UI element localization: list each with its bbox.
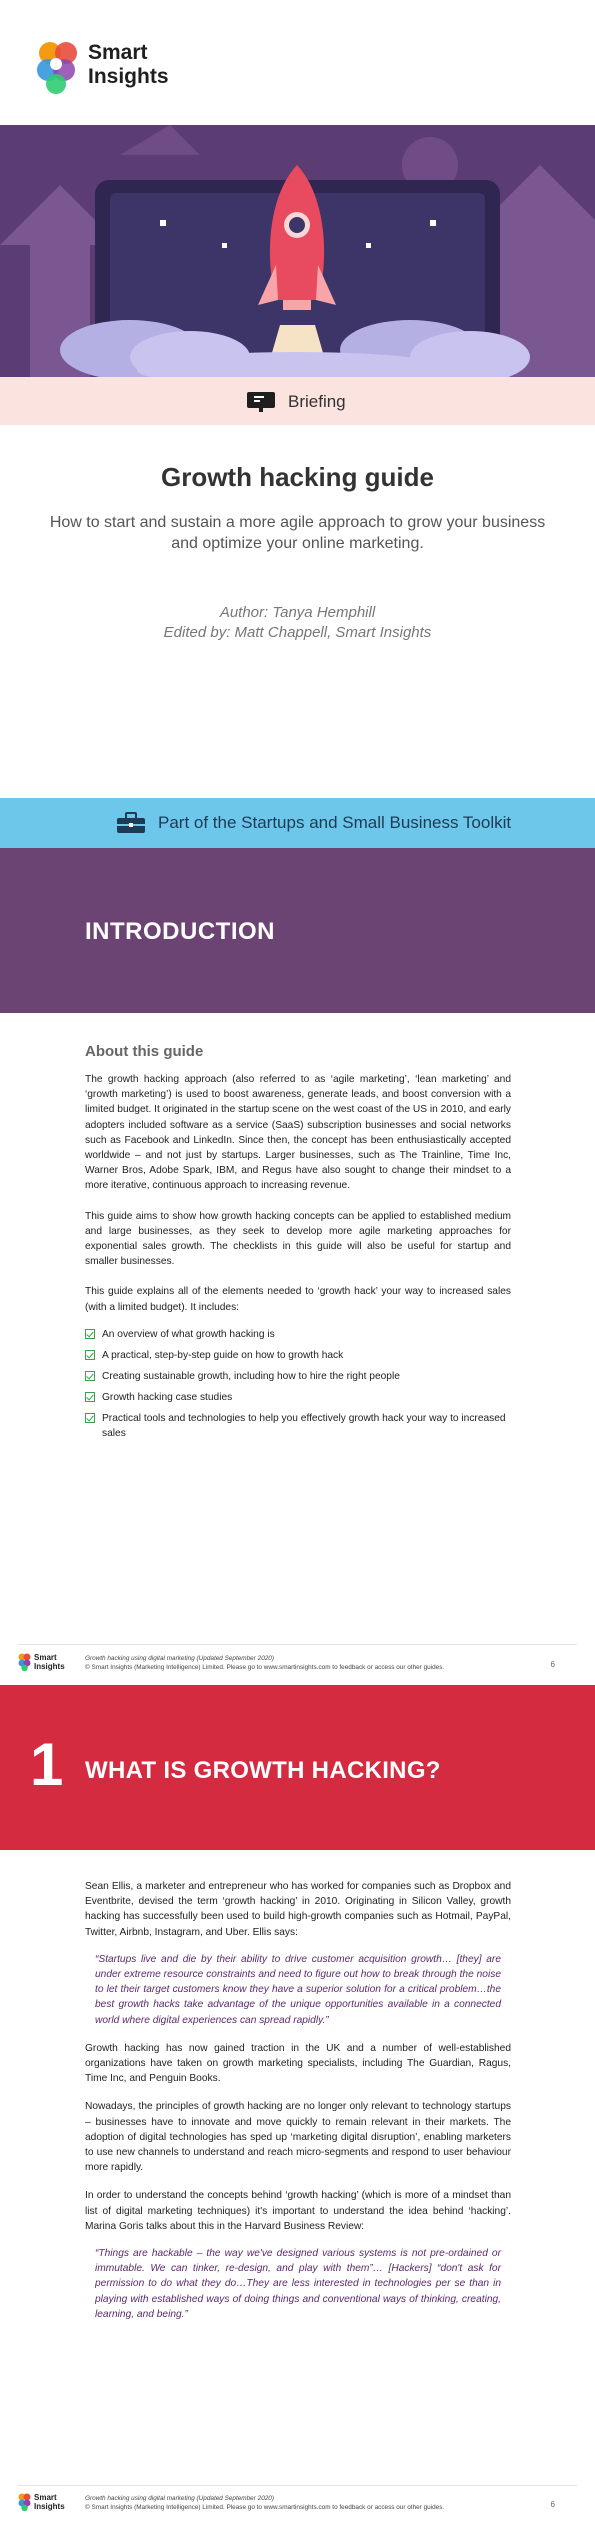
hero-illustration [0, 125, 595, 377]
chapter-paragraph: In order to understand the concepts behind ‘growth hacking’ (which is more of a mindset than list of digital marketing techniques) it's important to understand the idea behind ‘hacking’. Marina Goris talks about this in the Harvard Business Review: [85, 2190, 511, 2232]
about-guide-heading: About this guide [85, 1043, 204, 1060]
footer-logo-mark-icon [18, 2492, 32, 2512]
footer-divider [18, 2485, 577, 2486]
chapter-number: 1 [30, 1731, 64, 1798]
footer-text [85, 1654, 525, 1672]
intro-body [85, 1072, 511, 1447]
includes-checklist [85, 1327, 511, 1441]
goris-quote: “Things are hackable – the way we've designed various systems is not pre-ordained or immutable. We can tinker, re-design, and play with them”… [Hackers] “don't ask for permission to do what they do…They are less interested in technologies per se than in playing with established ways of doing things and conventional ways of thinking, creating, learning, and being.” [95, 2248, 501, 2320]
footer-guide-title: Growth hacking using digital marketing (Updated September 2020) [85, 2495, 274, 2502]
footer-logo-line-1: Smart [34, 1653, 57, 1662]
checkbox-tick-icon [85, 1371, 95, 1381]
checklist-item [85, 1411, 511, 1441]
checkbox-tick-icon [85, 1413, 95, 1423]
chapter-paragraph: Growth hacking has now gained traction in the UK and a number of well-established organizations have taken on growth marketing specialists, including The Guardian, Ragus, Time Inc, and Penguin Books. [85, 2042, 511, 2085]
logo-line-2: Insights [88, 65, 169, 88]
footer-logo-wordmark [34, 1653, 65, 1671]
footer-text [85, 2494, 525, 2512]
checklist-item [85, 1327, 511, 1342]
rocket-launch-illustration [0, 125, 595, 377]
footer-logo-wordmark [34, 2493, 65, 2511]
page-number: 6 [550, 2500, 555, 2509]
chapter-paragraph: Sean Ellis, a marketer and entrepreneur who has worked for companies such as Dropbox and Eventbrite, devised the term ‘growth hacking’ in 2010. Originating in Silicon Valley, growth hacking has successfully been used to build high-growth companies such as Hotmail, PayPal, Twitter, Airbnb, Instagram, and Uber. Ellis says: [85, 1881, 511, 1938]
page-number: 6 [550, 1660, 555, 1669]
intro-paragraph: The growth hacking approach (also referred to as ‘agile marketing’, ‘lean marketing’ and ‘growth marketing’) is used to boost awareness, generate leads, and boost conversion with a limited budget. It originated in the startup scene on the west coast of the US in 2010, and early adopters included software as a service (SaaS) subscription businesses and social networks such as Facebook and LinkedIn. Since then, the concept has been enthusiastically accepted worldwide – and not just by startups. Larger businesses, such as The Trainline, Time Inc, Warner Bros, Adobe Spark, IBM, and Regus have also sought to change their mindset to a more iterative, continuous approach to increasing revenue. [85, 1074, 511, 1192]
checklist-item-label: Practical tools and technologies to help you effectively growth hack your way to increased sales [102, 1412, 506, 1439]
checklist-item [85, 1369, 511, 1384]
checklist-item [85, 1348, 511, 1363]
guide-subtitle: How to start and sustain a more agile approach to grow your business and optimize your online marketing. [49, 514, 546, 552]
checklist-item-label: An overview of what growth hacking is [102, 1328, 275, 1340]
editor-credit: Edited by: Matt Chappell, Smart Insights [163, 624, 432, 641]
toolkit-link-label[interactable]: Part of the Startups and Small Business Toolkit [158, 813, 512, 832]
presentation-board-icon [246, 390, 276, 412]
footer-logo-mark-icon [18, 1652, 32, 1672]
logo-wordmark [88, 41, 169, 89]
briefing-strip [0, 377, 595, 425]
footer-logo [18, 1652, 65, 1676]
author-credit: Author: Tanya Hemphill [219, 604, 376, 621]
footer-guide-title: Growth hacking using digital marketing (Updated September 2020) [85, 1655, 274, 1662]
checklist-item [85, 1390, 511, 1405]
introduction-banner [0, 848, 595, 1013]
intro-paragraph: This guide explains all of the elements needed to ‘growth hack’ your way to increased sales (with a limited budget). It includes: [85, 1286, 511, 1313]
briefing-label: Briefing [288, 392, 346, 411]
checklist-item-label: Creating sustainable growth, including how to hire the right people [102, 1370, 400, 1382]
brand-logo[interactable] [36, 38, 186, 98]
introduction-heading: INTRODUCTION [85, 918, 275, 945]
toolkit-banner[interactable] [0, 798, 595, 848]
checklist-item-label: Growth hacking case studies [102, 1391, 233, 1403]
checklist-item-label: A practical, step-by-step guide on how to growth hack [102, 1349, 344, 1361]
checkbox-tick-icon [85, 1350, 95, 1360]
chapter-1-banner [0, 1685, 595, 1850]
footer-copyright: © Smart Insights (Marketing Intelligence) Limited. Please go to www.smartinsights.com to feedback or access our other guides. [85, 1664, 445, 1671]
intro-paragraph: This guide aims to show how growth hacking concepts can be applied to established medium and large businesses, as they seek to develop more agile marketing approaches for exponential sales growth. The checklists in this guide will also be useful for startup and smaller businesses. [85, 1210, 511, 1268]
footer-logo-line-1: Smart [34, 2493, 57, 2502]
footer-copyright: © Smart Insights (Marketing Intelligence) Limited. Please go to www.smartinsights.com to feedback or access our other guides. [85, 2504, 445, 2511]
footer-logo-line-2: Insights [34, 2502, 65, 2511]
chapter-1-body [85, 1879, 511, 2322]
chapter-paragraph: Nowadays, the principles of growth hacking are no longer only relevant to technology startups – businesses have to innovate and move quickly to remain relevant in their markets. The adoption of digital technologies has sped up ‘marketing digital disruption’, enabling marketers to use new channels to understand and reach micro-segments and respond to user behaviour more rapidly. [85, 2101, 511, 2174]
ellis-quote: “Startups live and die by their ability to drive customer acquisition growth… [they] are under extreme resource constraints and need to figure out how to break through the noise to let their target customers know they have a superior solution for a critical problem…the best growth hacks take advantage of the unique opportunities available in a connected world where digital experiences can spread rapidly.” [95, 1953, 501, 2026]
chapter-heading: WHAT IS GROWTH HACKING? [85, 1757, 441, 1784]
logo-mark-icon [36, 38, 82, 98]
checkbox-tick-icon [85, 1392, 95, 1402]
footer-logo-line-2: Insights [34, 1662, 65, 1671]
logo-line-1: Smart [88, 41, 148, 64]
footer-logo [18, 2492, 65, 2516]
toolbox-icon [116, 812, 146, 834]
checkbox-tick-icon [85, 1329, 95, 1339]
guide-title: Growth hacking guide [160, 462, 434, 492]
footer-divider [18, 1644, 577, 1645]
